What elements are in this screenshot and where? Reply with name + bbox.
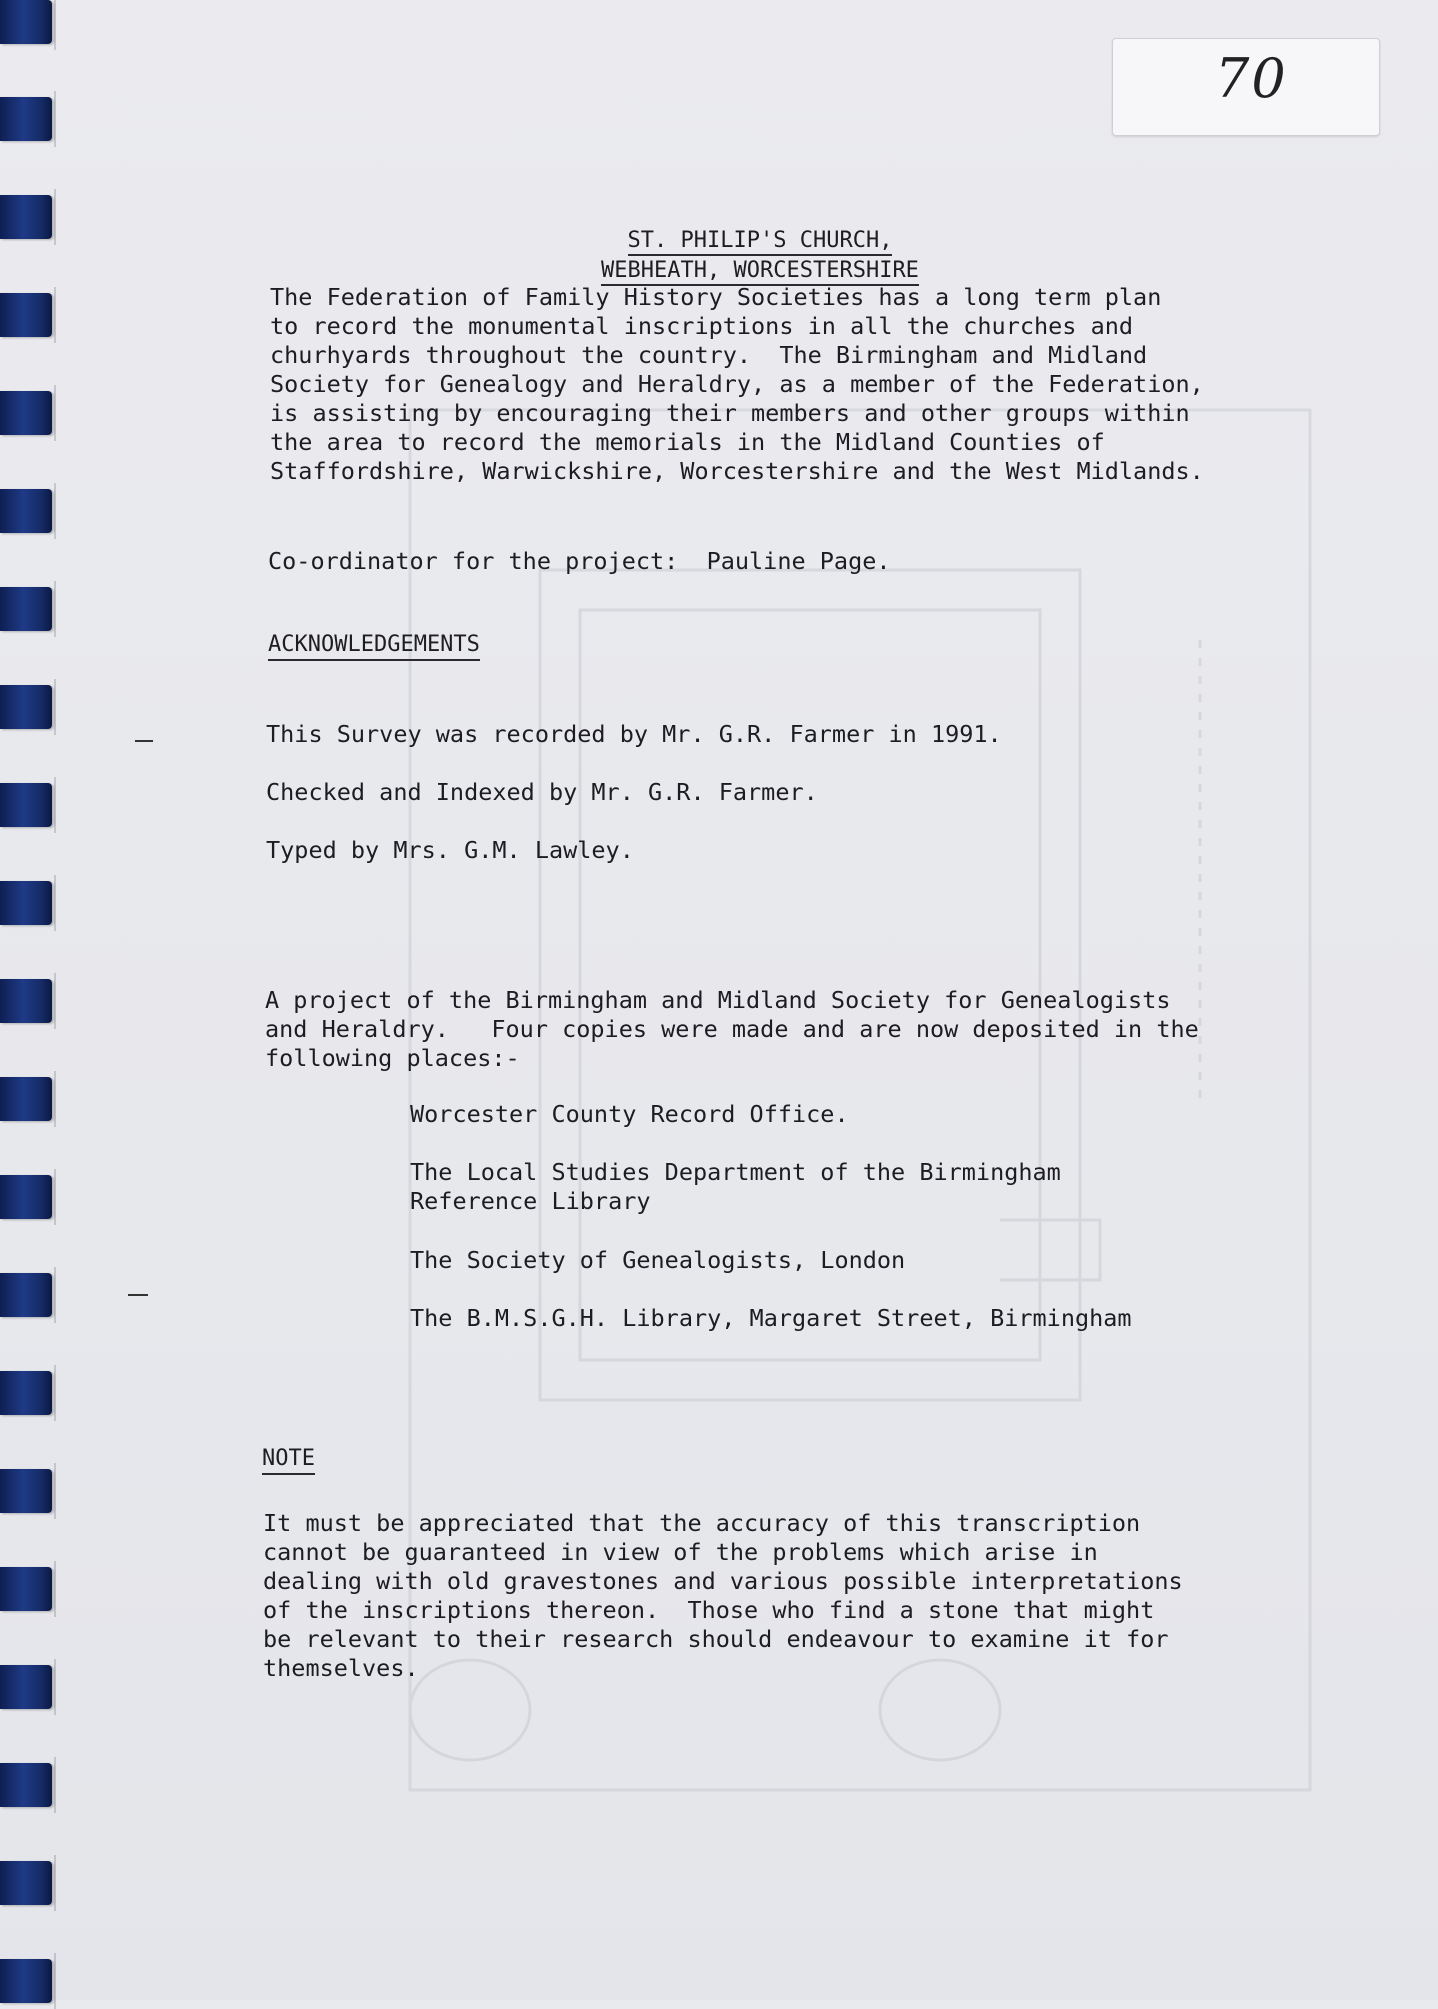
note-line: of the inscriptions thereon. Those who find a stone that might: [263, 1596, 1155, 1624]
project-line: and Heraldry. Four copies were made and are now deposited in the: [265, 1015, 1199, 1043]
place-item: The Society of Genealogists, London: [410, 1246, 906, 1274]
intro-line: the area to record the memorials in the Midland Counties of: [270, 428, 1105, 456]
intro-line: to record the monumental inscriptions in all the churches and: [270, 312, 1134, 340]
title-line-2: WEBHEATH, WORCESTERSHIRE: [601, 257, 919, 286]
coordinator-line: Co-ordinator for the project: Pauline Page.: [268, 547, 891, 575]
page-number: 70: [1215, 47, 1288, 110]
place-item: The B.M.S.G.H. Library, Margaret Street, Birmingham: [410, 1304, 1132, 1332]
project-line: A project of the Birmingham and Midland Society for Genealogists: [265, 986, 1171, 1014]
place-item: The Local Studies Department of the Birmingham Reference Library: [410, 1158, 1061, 1215]
intro-line: Society for Genealogy and Heraldry, as a member of the Federation,: [270, 370, 1204, 398]
stray-mark: [135, 740, 153, 742]
project-line: following places:-: [265, 1044, 520, 1072]
intro-line: is assisting by encouraging their members and other groups within: [270, 399, 1190, 427]
recorded-by-line: This Survey was recorded by Mr. G.R. Farmer in 1991.: [266, 720, 1002, 748]
intro-line: The Federation of Family History Societies has a long term plan: [270, 283, 1162, 311]
intro-line: Staffordshire, Warwickshire, Worcestershire and the West Midlands.: [270, 457, 1204, 485]
note-line: cannot be guaranteed in view of the problems which arise in: [263, 1538, 1098, 1566]
intro-line: churhyards throughout the country. The Birmingham and Midland: [270, 341, 1148, 369]
page-number-label: [1112, 38, 1380, 136]
acknowledgements-heading: ACKNOWLEDGEMENTS: [268, 631, 480, 661]
note-heading: NOTE: [262, 1445, 315, 1475]
note-line: be relevant to their research should endeavour to examine it for: [263, 1625, 1169, 1653]
document-title: [580, 226, 940, 286]
ghost-church-plan: [380, 380, 1380, 1880]
note-line: dealing with old gravestones and various possible interpretations: [263, 1567, 1183, 1595]
note-line: It must be appreciated that the accuracy of this transcription: [263, 1509, 1141, 1537]
stray-mark: [128, 1294, 148, 1296]
checked-by-line: Checked and Indexed by Mr. G.R. Farmer.: [266, 778, 818, 806]
spiral-binding: [0, 0, 70, 2000]
typed-by-line: Typed by Mrs. G.M. Lawley.: [266, 836, 634, 864]
title-line-1: ST. PHILIP'S CHURCH,: [628, 227, 893, 256]
note-line: themselves.: [263, 1654, 419, 1682]
place-item: Worcester County Record Office.: [410, 1100, 849, 1128]
